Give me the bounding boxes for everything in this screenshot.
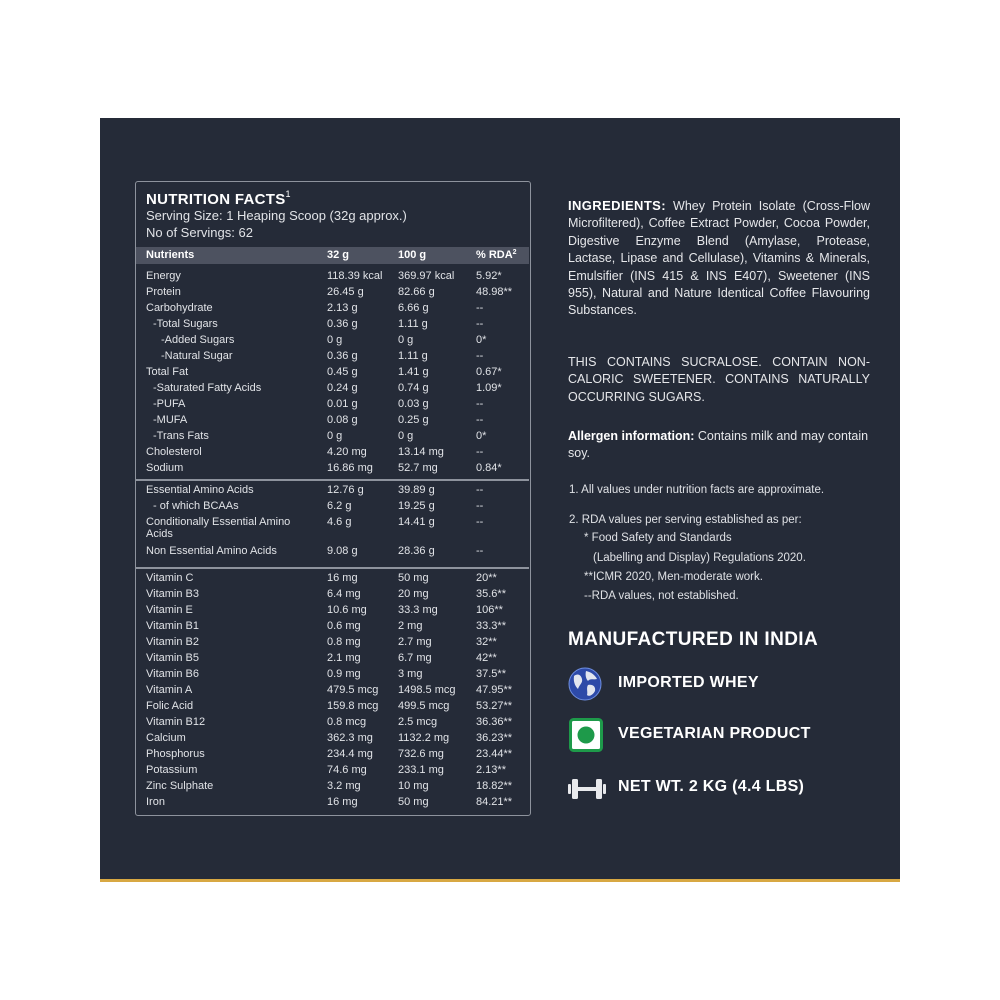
value-32g: 234.4 mg [327,748,373,760]
nutrient-name: Protein [146,286,181,298]
value-100g: 0 g [398,334,414,346]
rda-value: 0.84* [476,462,502,474]
rda-value: 2.13** [476,764,506,776]
ingredients-text: Whey Protein Isolate (Cross-Flow Microfiltered), Coffee Extract Powder, Cocoa Powder, Digestive Enzyme Blend (Amylase, Protease, Lactase, Lipase and Cellulase), Vitamins & Minerals, Emulsifier (INS 415 & INS E407), Sweetener (INS 955), Natural and Nature Identical Coffee Flavouring Substances. [568,199,870,318]
nutrient-name: -Total Sugars [153,318,218,330]
table-row [136,684,529,700]
value-100g: 33.3 mg [398,604,438,616]
nutrient-name: -MUFA [153,414,188,426]
rda-value: 33.3** [476,620,506,632]
value-100g: 1.11 g [398,318,428,330]
rda-value: 48.98** [476,286,513,298]
value-100g: 0.74 g [398,382,429,394]
value-100g: 0.25 g [398,414,429,426]
table-row [136,700,529,716]
table-row [136,764,529,780]
value-100g: 52.7 mg [398,462,438,474]
table-row [136,780,529,796]
allergen-text: Contains milk and may contain soy. [568,429,869,461]
rda-value: 53.27** [476,700,513,712]
value-100g: 50 mg [398,796,429,808]
value-100g: 0 g [398,430,414,442]
value-32g: 16 mg [327,796,358,808]
value-100g: 369.97 kcal [398,270,455,282]
rda-value: -- [476,414,484,426]
value-32g: 362.3 mg [327,732,373,744]
table-row [136,350,529,366]
accent-strip [100,879,900,882]
value-32g: 4.20 mg [327,446,367,458]
feature-imported-whey: IMPORTED WHEY [618,674,759,691]
table-row [136,636,529,652]
value-32g: 26.45 g [327,286,364,298]
nutrient-name: Vitamin B3 [146,588,199,600]
nutrient-name: Vitamin A [146,684,193,696]
nutrient-name: Non Essential Amino Acids [146,545,277,557]
rda-value: -- [476,302,484,314]
rda-value: 36.36** [476,716,513,728]
value-32g: 6.2 g [327,500,352,512]
value-100g: 10 mg [398,780,429,792]
rda-value: 106** [476,604,503,616]
rda-value: 0* [476,334,487,346]
table-row [136,334,529,350]
value-32g: 0.01 g [327,398,358,410]
nutrient-name: -Trans Fats [153,430,209,442]
table-row [136,462,529,478]
value-100g: 13.14 mg [398,446,444,458]
nutrient-name: Cholesterol [146,446,202,458]
value-32g: 0.8 mcg [327,716,367,728]
nutrient-name: - of which BCAAs [153,500,239,512]
value-100g: 499.5 mcg [398,700,450,712]
value-32g: 10.6 mg [327,604,367,616]
value-32g: 4.6 g [327,516,352,528]
nutrient-name: -Natural Sugar [161,350,233,362]
table-row [136,516,529,544]
table-row [136,620,529,636]
nutrient-name: Carbohydrate [146,302,213,314]
ingredients-block [568,197,870,320]
table-row [136,588,529,604]
value-32g: 0.45 g [327,366,358,378]
value-100g: 2.7 mg [398,636,432,648]
allergen-block [568,428,878,463]
value-100g: 2.5 mcg [398,716,438,728]
table-row [136,748,529,764]
nutrient-name: Sodium [146,462,184,474]
table-row [136,572,529,588]
value-32g: 6.4 mg [327,588,361,600]
rda-value: 32** [476,636,497,648]
nutrient-name: Vitamin C [146,572,194,584]
rda-value: 35.6** [476,588,506,600]
nutrient-name: Calcium [146,732,186,744]
value-32g: 2.1 mg [327,652,361,664]
serving-size: Serving Size: 1 Heaping Scoop (32g approx.) [146,208,407,223]
rda-value: 0.67* [476,366,502,378]
value-100g: 1132.2 mg [398,732,450,744]
value-100g: 6.66 g [398,302,429,314]
nutrient-name: Potassium [146,764,198,776]
dumbbell-icon [568,778,606,800]
value-32g: 74.6 mg [327,764,367,776]
value-32g: 118.39 kcal [327,270,383,282]
table-row [136,484,529,500]
rda-value: -- [476,500,484,512]
value-32g: 0.36 g [327,318,358,330]
nutrient-name: -Saturated Fatty Acids [153,382,262,394]
rda-value: 0* [476,430,487,442]
rda-value: -- [476,398,484,410]
value-100g: 6.7 mg [398,652,432,664]
value-100g: 233.1 mg [398,764,444,776]
value-32g: 0.9 mg [327,668,361,680]
veg-mark-icon [569,718,603,752]
nutrient-name: Phosphorus [146,748,205,760]
table-row [136,302,529,318]
nutrient-name: Vitamin B6 [146,668,199,680]
value-100g: 19.25 g [398,500,435,512]
table-row [136,414,529,430]
manufactured-heading: MANUFACTURED IN INDIA [568,629,819,650]
header-32g: 32 g [327,249,350,261]
table-row [136,430,529,446]
table-row [136,732,529,748]
table-row [136,318,529,334]
rda-value: 1.09* [476,382,502,394]
rda-value: -- [476,545,484,557]
rda-value: -- [476,350,484,362]
table-row [136,398,529,414]
nutrient-name: Conditionally Essential Amino Acids [146,516,291,540]
value-32g: 12.76 g [327,484,364,496]
nutrient-name: Folic Acid [146,700,194,712]
section-divider [136,479,529,481]
value-100g: 3 mg [398,668,423,680]
note-2c: **ICMR 2020, Men-moderate work. [584,571,763,583]
nutrition-facts-box [135,181,531,816]
table-row [136,652,529,668]
table-row [136,446,529,462]
rda-value: 37.5** [476,668,506,680]
value-32g: 16 mg [327,572,358,584]
value-100g: 2 mg [398,620,423,632]
value-32g: 479.5 mcg [327,684,379,696]
rda-value: 47.95** [476,684,513,696]
rda-value: -- [476,484,484,496]
value-32g: 0.24 g [327,382,358,394]
nutrient-name: Essential Amino Acids [146,484,254,496]
value-32g: 0 g [327,334,343,346]
nutrient-name: Zinc Sulphate [146,780,214,792]
sucralose-notice: THIS CONTAINS SUCRALOSE. CONTAIN NON-CALORIC SWEETENER. CONTAINS NATURALLY OCCURRING SUGARS. [568,355,870,404]
nutrient-name: Vitamin B2 [146,636,199,648]
nutrient-name: Vitamin E [146,604,193,616]
servings-count: No of Servings: 62 [146,225,253,240]
value-32g: 3.2 mg [327,780,361,792]
table-row [136,270,529,286]
note-2: 2. RDA values per serving established as per: [569,514,802,526]
nutrient-name: Energy [146,270,181,282]
feature-vegetarian: VEGETARIAN PRODUCT [618,725,811,742]
allergen-label: Allergen information: [568,429,695,443]
nutrient-name: Vitamin B12 [146,716,206,728]
nutrient-name: -Added Sugars [161,334,235,346]
value-100g: 1.41 g [398,366,429,378]
rda-value: -- [476,318,484,330]
rda-value: 84.21** [476,796,513,808]
table-row [136,366,529,382]
note-2b: (Labelling and Display) Regulations 2020. [593,552,806,564]
table-row [136,796,529,812]
value-32g: 159.8 mcg [327,700,379,712]
note-1: 1. All values under nutrition facts are approximate. [569,484,825,496]
feature-net-weight: NET WT. 2 KG (4.4 LBS) [618,778,805,795]
table-row [136,716,529,732]
nutrient-name: Total Fat [146,366,189,378]
table-row [136,500,529,516]
rda-value: -- [476,516,484,528]
value-100g: 732.6 mg [398,748,444,760]
ingredients-label: INGREDIENTS: [568,198,666,213]
value-32g: 16.86 mg [327,462,373,474]
nutrient-name: -PUFA [153,398,186,410]
value-100g: 1.11 g [398,350,428,362]
value-32g: 2.13 g [327,302,358,314]
value-32g: 0.8 mg [327,636,361,648]
value-100g: 0.03 g [398,398,429,410]
note-2d: --RDA values, not established. [584,590,739,602]
table-row [136,668,529,684]
rda-value: -- [476,446,484,458]
rda-value: 42** [476,652,497,664]
table-row [136,604,529,620]
value-100g: 39.89 g [398,484,435,496]
nutrient-name: Vitamin B5 [146,652,199,664]
rda-value: 20** [476,572,497,584]
table-row [136,286,529,302]
section-divider [136,567,529,569]
table-header [136,247,529,264]
header-nutrients: Nutrients [146,249,195,261]
value-100g: 1498.5 mcg [398,684,456,696]
note-2a: * Food Safety and Standards [584,532,732,544]
value-32g: 0.6 mg [327,620,361,632]
rda-value: 18.82** [476,780,513,792]
nutrition-title: NUTRITION FACTS$^1$ [146,189,291,208]
rda-value: 23.44** [476,748,513,760]
value-32g: 0.36 g [327,350,358,362]
value-100g: 82.66 g [398,286,435,298]
value-100g: 50 mg [398,572,429,584]
rda-value: 36.23** [476,732,513,744]
value-100g: 14.41 g [398,516,435,528]
label-panel [100,118,900,880]
value-32g: 9.08 g [327,545,358,557]
table-row [136,545,529,561]
rda-value: 5.92* [476,270,502,282]
value-100g: 28.36 g [398,545,435,557]
value-32g: 0 g [327,430,343,442]
header-rda: % RDA$^2$ [476,249,517,261]
value-100g: 20 mg [398,588,429,600]
value-32g: 0.08 g [327,414,358,426]
nutrient-name: Iron [146,796,165,808]
nutrient-name: Vitamin B1 [146,620,199,632]
table-row [136,382,529,398]
globe-icon [568,667,602,701]
header-100g: 100 g [398,249,427,261]
